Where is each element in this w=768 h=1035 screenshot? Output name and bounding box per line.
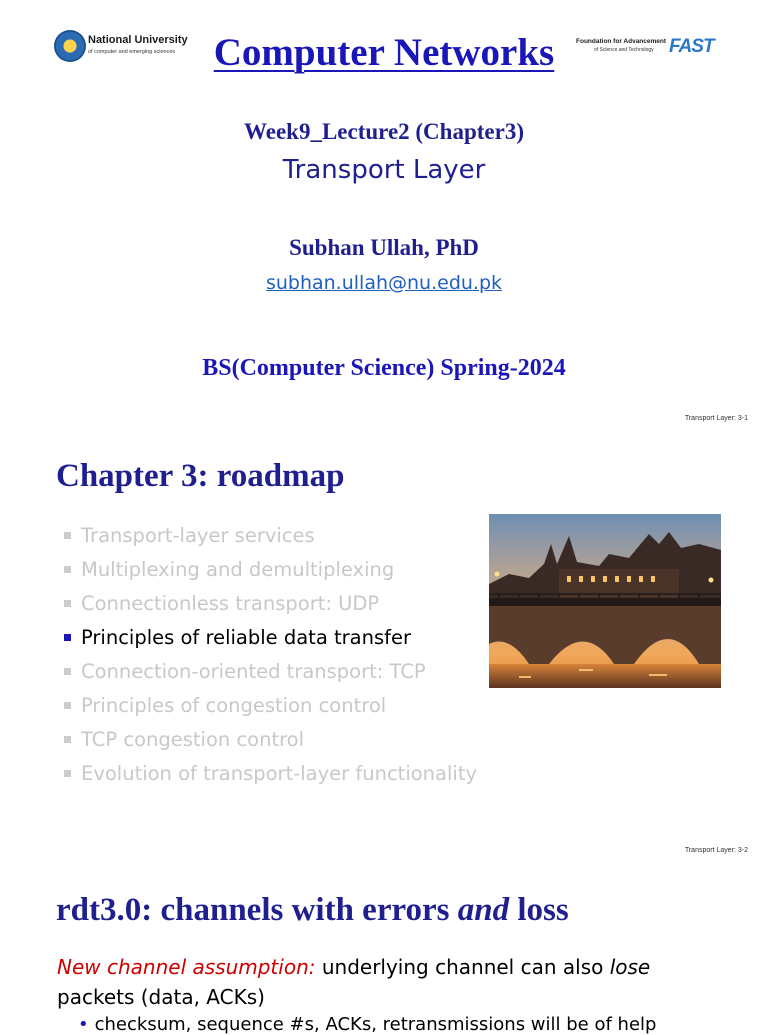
assumption-label: New channel assumption: xyxy=(57,955,316,979)
author-name: Subhan Ullah, PhD xyxy=(289,235,479,260)
fast-logo-line1: Foundation for Advancement xyxy=(576,38,667,45)
slide-number: Transport Layer: 3-1 xyxy=(684,415,748,422)
list-item-label: Connection-oriented transport: TCP xyxy=(81,660,426,683)
bullet-square-icon xyxy=(64,770,71,777)
bullet-square-icon xyxy=(64,702,71,709)
slide-title: Chapter 3: roadmap xyxy=(56,458,345,494)
roadmap-slide xyxy=(0,432,768,864)
bullet-square-icon xyxy=(64,566,71,573)
sub-bullet-text: checksum, sequence #s, ACKs, retransmissions will be of help xyxy=(94,1014,657,1035)
logo-university-name: National University xyxy=(88,34,188,46)
sub-bullet xyxy=(78,1014,656,1035)
fast-logo-line2: of Science and Technology xyxy=(594,47,654,53)
bullet-square-icon xyxy=(64,634,71,641)
bullet-square-icon xyxy=(64,668,71,675)
list-item-label: Connectionless transport: UDP xyxy=(81,592,380,615)
roadmap-list xyxy=(64,522,484,794)
list-item xyxy=(64,760,484,788)
list-item-label: Principles of congestion control xyxy=(81,694,387,717)
author-email-container xyxy=(0,272,768,294)
channel-assumption-text: New channel assumption: underlying channel can also lose packets (data, ACKs) xyxy=(57,955,651,1009)
list-item xyxy=(64,556,484,584)
list-item xyxy=(64,522,484,550)
logo-university-subtitle: of computer and emerging sciences xyxy=(88,49,176,55)
list-item xyxy=(64,590,484,618)
fast-logo-mark: FAST xyxy=(669,36,714,57)
rdt3-slide xyxy=(0,864,768,1035)
course-title: Computer Networks xyxy=(213,31,555,74)
slide-title: rdt3.0: channels with errors and loss xyxy=(56,892,569,928)
list-item-label: Principles of reliable data transfer xyxy=(81,626,411,649)
list-item-label: TCP congestion control xyxy=(81,728,305,751)
bullet-square-icon xyxy=(64,600,71,607)
list-item-label: Transport-layer services xyxy=(81,524,315,547)
title-slide xyxy=(0,0,768,432)
list-item xyxy=(64,692,484,720)
lecture-topic: Transport Layer xyxy=(282,155,486,185)
list-item xyxy=(64,624,484,652)
list-item xyxy=(64,726,484,754)
paris-bridge-photo xyxy=(489,514,721,688)
slide-number: Transport Layer: 3-2 xyxy=(684,847,748,854)
bullet-square-icon xyxy=(64,736,71,743)
author-email-link[interactable]: subhan.ullah@nu.edu.pk xyxy=(265,272,503,294)
fast-logo xyxy=(576,34,716,62)
bullet-dot-icon: • xyxy=(78,1014,89,1035)
list-item xyxy=(64,658,484,686)
bullet-square-icon xyxy=(64,532,71,539)
list-item-label: Evolution of transport-layer functionality xyxy=(81,762,477,785)
list-item-label: Multiplexing and demultiplexing xyxy=(81,558,395,581)
program-label: BS(Computer Science) Spring-2024 xyxy=(202,355,566,381)
lecture-label: Week9_Lecture2 (Chapter3) xyxy=(244,119,524,144)
